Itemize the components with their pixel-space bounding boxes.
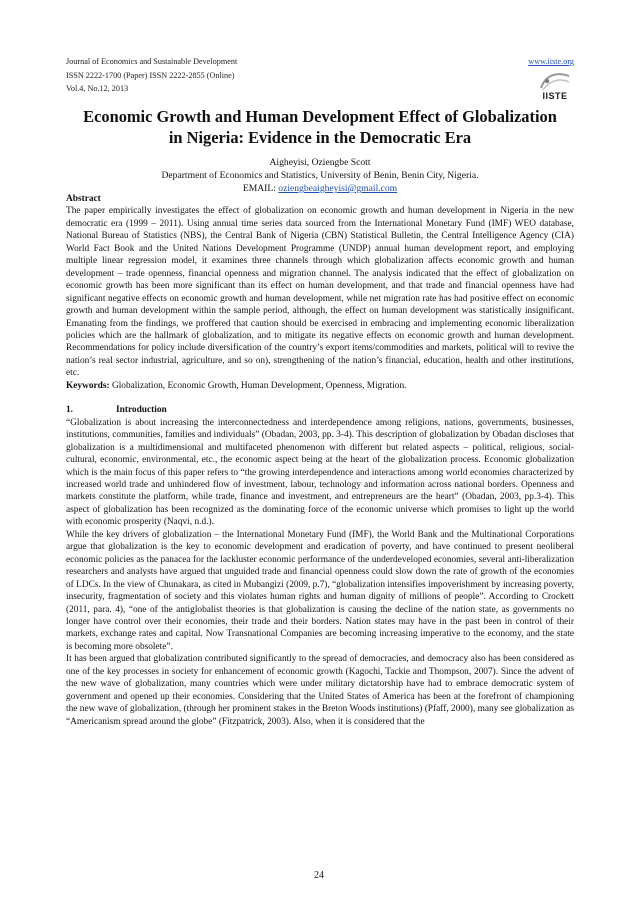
abstract-heading: Abstract: [66, 194, 101, 204]
iiste-logo-text: IISTE: [542, 91, 568, 101]
author-name: Aigheyisi, Oziengbe Scott: [269, 157, 371, 168]
section-title: Introduction: [116, 405, 167, 416]
journal-name: Journal of Economics and Sustainable Development: [66, 57, 238, 66]
author-email-link[interactable]: oziengbeaigheyisi@gmail.com: [278, 183, 398, 194]
page-number: 24: [314, 870, 324, 881]
keywords-text: Globalization, Economic Growth, Human Development, Openness, Migration.: [109, 380, 407, 391]
intro-paragraph: It has been argued that globalization contributed significantly to the spread of democracies, and democracy also has been considered as one of the key processes in society for enhancement of economic growth (Kagochi, Tackie and Thompson, 2007). Since the advent of the new wave of globalization, many countries which were under military dictatorship have had to embrace democratic system of government and opened up their economies. Considering that the United States of America has been at the forefront of championing the new wave of globalization, (through her prominent stakes in the Breton Woods institutions) (Pfaff, 2000), many see globalization as “Americanism spread around the globe” (Fitzpatrick, 2003). Also, when it is considered that the: [66, 654, 574, 727]
keywords-line: [66, 380, 574, 392]
section-heading-introduction: [66, 404, 574, 416]
author-block: [66, 156, 574, 195]
iiste-logo-icon: [538, 70, 572, 92]
iiste-logo: [538, 70, 572, 100]
intro-paragraph: While the key drivers of globalization – the International Monetary Fund (IMF), the World Bank and the Multinational Corporations argue that globalization is the key to economic development and eradication of poverty, and have continued to present neoliberal economic policies as the panacea for the lackluster economic performance of the underdeveloped economies, several anti-liberalization researchers and analysts have argued that unguided trade and financial openness could slow down the rate of growth of the economies of LDCs. In the view of Chunakara, as cited in Mubangizi (2009, p.7), “globalization intensifies impoverishment by increasing poverty, insecurity, fragmentation of society and this violates human rights and human dignity of millions of people”. According to Crockett (2011, para. 4), “one of the antiglobalist theories is that globalization is causing the decline of the nation state, as governments no longer have control over their economies, their trade and their borders. Nation states may have in the past been in control of their markets, exchange rates and capital. Now Transnational Companies are becoming increasing imperative to the economy, and the state is becoming more obsolete”.: [66, 529, 574, 652]
author-affiliation: Department of Economics and Statistics, University of Benin, Benin City, Nigeria.: [161, 170, 479, 181]
intro-paragraph: “Globalization is about increasing the interconnectedness and interdependence among religions, nations, governments, businesses, institutions, communities, families and individuals” (Obadan, 2003, pp. 3-4). This description of globalization by Obadan discloses that globalization is a multidimensional and multifaceted phenomenon with different but related aspects – political, religious, social-cultural, economic, environmental, etc., the economic aspect being at the heart of the globalization process. Economic globalization which is the main focus of this paper refers to “the growing interdependence and interactions among world economies characterized by increased world trade and unhindered flow of investment, labour, technology and information across national borders. Openness and markets constitute the platform, while trade, finance and investment, and entrepreneurs are the heart” (Obadan, 2003, pp.3-4). This aspect of globalization has been recognized as the dominating force of the economic universe which promises to light up the world with economic prosperity (Naqvi, n.d.).: [66, 417, 574, 528]
journal-header: [66, 55, 574, 103]
abstract-text: The paper empirically investigates the effect of globalization on economic growth and human development in Nigeria in the new democratic era (1999 – 2011). Using annual time series data sourced from the International Monetary Fund (IMF) WEO database, National Bureau of Statistics (NBS), the Central Bank of Nigeria (CBN) Statistical Bulletin, the Central Intelligence Agency (CIA) World Fact Book and the United Nations Development Programme (UNDP) annual human development report, and employing multiple linear regression model, it examines three channels through which globalization affects economic growth and human development – trade openness, financial openness and migration channel. The analysis indicated that the effect of globalization on economic growth has been more significant than its effect on human development, and that trade and financial openness have had significant negative effects on economic growth and human development, while net migration rate has had positive effect on economic growth and human development within the sample period, although, the effect on human development was statistically insignificant. Emanating from the findings, we proffered that caution should be exercised in embracing and implementing economic liberalization policies which are the hallmark of globalization, and to mitigate its negative effects on economic growth and human development. Recommendations for policy include diversification of the country’s export items/commodities and markets, political will to revive the nation’s real sector industrial, agriculture, and so on), strengthening of the nation’s financial, education, health and other institutions, etc.: [66, 206, 574, 379]
paper-title: Economic Growth and Human Development Effect of Globalization in Nigeria: Evidence in the Democratic Era: [83, 107, 557, 147]
journal-url-link[interactable]: www.iiste.org: [528, 57, 574, 66]
email-label: EMAIL:: [242, 183, 279, 194]
section-number: 1.: [66, 405, 74, 416]
journal-issn: ISSN 2222-1700 (Paper) ISSN 2222-2855 (Online): [66, 70, 235, 80]
paper-body: [66, 193, 574, 728]
journal-volume: Vol.4, No.12, 2013: [66, 84, 129, 94]
keywords-label: Keywords:: [66, 380, 110, 391]
